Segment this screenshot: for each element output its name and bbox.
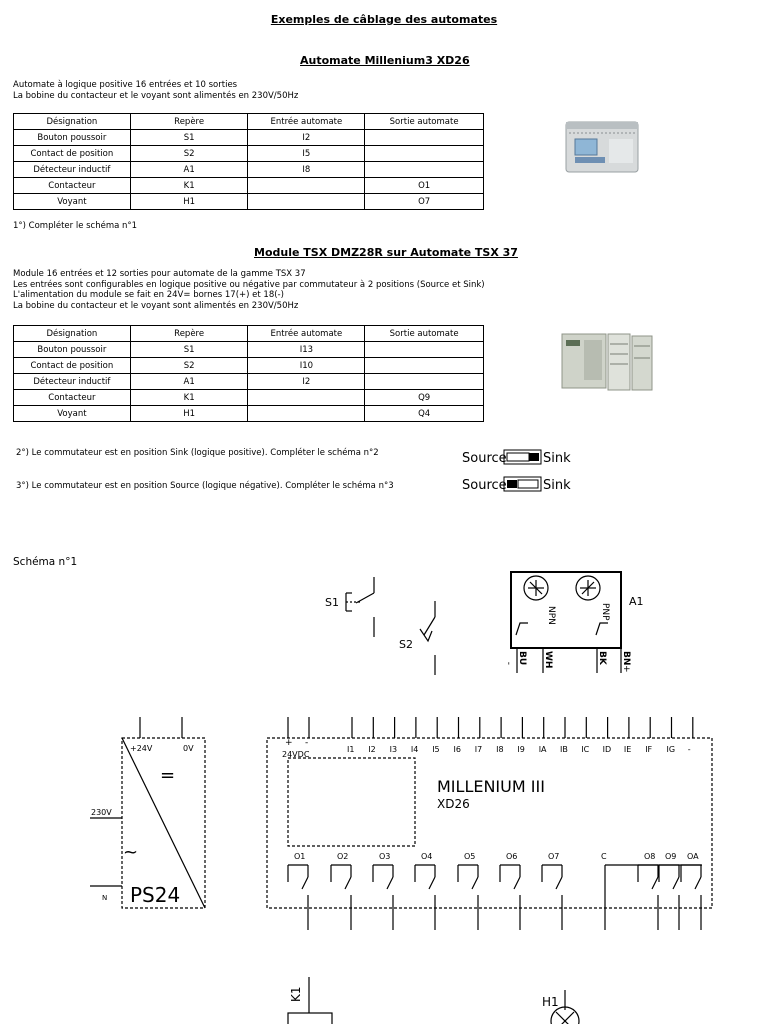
section2-description: Module 16 entrées et 12 sorties pour automate de la gamme TSX 37 Les entrées sont configurables en logique positive ou négative par commutateur à 2 positions (Source et Sink) L'alimentation du module se fait en 24V= bornes 17(+) et 18(-) La bobine du contacteur et le voyant sont alimentés en 230V/50Hz [13,269,485,311]
output-terminal-label: O6 [506,852,518,861]
cell: Détecteur inductif [14,162,131,178]
cell [365,162,484,178]
switch-source-label-2: Source [462,478,507,493]
output-contact [458,865,478,930]
cell: O1 [365,178,484,194]
input-terminal-label: IA [538,745,547,754]
question-2: 2°) Le commutateur est en position Sink (logique positive). Compléter le schéma n°2 [16,448,379,458]
cell [365,358,484,374]
cell: Détecteur inductif [14,374,131,390]
tsx-photo [560,330,654,394]
table-row [14,390,484,406]
input-terminal-label: IG [666,745,676,754]
cell: I5 [248,146,365,162]
cell [248,406,365,422]
table-row [14,358,484,374]
input-terminal-label: I9 [517,745,525,754]
output-contact [331,865,351,930]
millenium-photo [563,117,641,177]
output-contact [288,865,308,930]
cell: Contacteur [14,390,131,406]
output-terminal-label: C [601,852,607,861]
terminal-wh: WH [543,651,553,669]
plc-supply-plus: + [285,738,293,748]
cell [365,146,484,162]
schema-title: Schéma n°1 [13,556,78,568]
cell: K1 [130,178,248,194]
input-terminal-label: I7 [474,745,483,754]
input-terminal-label: I4 [410,745,419,754]
k1-label: K1 [289,986,303,1002]
cell [248,194,365,210]
psu-plus-label: +24V [130,744,153,753]
output-contact [500,865,520,930]
output-terminal-label: O4 [421,852,433,861]
cell: H1 [130,194,248,210]
input-terminal-label: IE [623,745,632,754]
cell [365,130,484,146]
table-row [14,406,484,422]
output-terminal-label: O3 [379,852,391,861]
section2-title: Module TSX DMZ28R sur Automate TSX 37 [254,246,518,259]
sensor-minus: - [504,661,514,665]
s1-pushbutton [346,577,374,637]
output-contact [681,865,701,930]
output-terminal-label: O2 [337,852,349,861]
cell [248,178,365,194]
cell: I8 [248,162,365,178]
cell: I10 [248,358,365,374]
input-terminal-label: - [687,745,691,754]
s2-position-contact [420,601,435,675]
table-row [14,342,484,358]
table-header-row [14,326,484,342]
terminal-bu: BU [517,651,527,666]
cell: Bouton poussoir [14,342,131,358]
col-sortie: Sortie automate [365,114,484,130]
cell [365,342,484,358]
output-terminal-label: O8 [644,852,656,861]
s2-label: S2 [399,638,413,651]
cell: Q9 [365,390,484,406]
table-tsx [13,325,484,422]
psu-ac-label: 230V [91,808,112,817]
cell: S2 [130,146,248,162]
input-terminal-label: IB [560,745,568,754]
cell: S1 [130,130,248,146]
page-title: Exemples de câblage des automates [270,13,498,26]
cell: H1 [130,406,248,422]
psu-neutral-label: N [102,894,108,902]
output-contact [659,865,679,930]
h1-label: H1 [542,995,559,1009]
output-terminal-label: O9 [665,852,677,861]
plc-name: MILLENIUM III [437,777,545,796]
table-row [14,374,484,390]
output-contact [373,865,393,930]
table-row [14,178,484,194]
input-terminal-label: ID [602,745,612,754]
npn-label: NPN [546,606,556,625]
switch-sink-label: Sink [543,451,571,466]
psu-name: PS24 [130,883,181,907]
cell [248,390,365,406]
s1-label: S1 [325,596,339,609]
input-terminal-label: I3 [389,745,398,754]
table-row [14,130,484,146]
output-terminal-label: O5 [464,852,476,861]
pnp-label: PNP [600,603,610,621]
section1-description: Automate à logique positive 16 entrées et 10 sorties La bobine du contacteur et le voyant sont alimentés en 230V/50Hz [13,80,299,101]
table-row [14,146,484,162]
question-3: 3°) Le commutateur est en position Source (logique négative). Compléter le schéma n°3 [16,481,394,491]
cell: O7 [365,194,484,210]
switch-sink-label-2: Sink [543,478,571,493]
col-entree: Entrée automate [248,326,365,342]
cell: K1 [130,390,248,406]
output-terminal-label: OA [687,852,699,861]
input-terminal-label: I1 [347,745,355,754]
psu-dc-symbol: = [160,765,176,786]
cell [365,374,484,390]
input-terminal-label: IC [581,745,590,754]
a1-label: A1 [629,595,644,608]
output-contact [638,865,658,930]
plc-supply-minus: - [305,738,309,748]
cell: A1 [130,162,248,178]
cell: A1 [130,374,248,390]
table-header-row [14,114,484,130]
output-terminal-label: O1 [294,852,306,861]
cell: Contact de position [14,358,131,374]
input-terminal-label: I2 [368,745,376,754]
cell: S1 [130,342,248,358]
table-row [14,162,484,178]
col-sortie: Sortie automate [365,326,484,342]
col-designation: Désignation [14,326,131,342]
psu-ac-symbol: ~ [123,842,139,863]
output-contact [542,865,562,930]
plc-supply-label: 24VDC [282,750,310,759]
cell: I2 [248,130,365,146]
selector-switches [460,446,580,496]
section1-title: Automate Millenium3 XD26 [300,54,470,67]
wiring-schematic [0,565,768,1024]
cell: Voyant [14,406,131,422]
col-repere: Repère [130,114,248,130]
cell: Bouton poussoir [14,130,131,146]
input-terminal-label: IF [645,745,653,754]
col-repere: Repère [130,326,248,342]
cell: Contact de position [14,146,131,162]
cell: I13 [248,342,365,358]
switch-source-label: Source [462,451,507,466]
input-terminal-label: I6 [453,745,461,754]
psu-zero-label: 0V [183,744,194,753]
col-entree: Entrée automate [248,114,365,130]
output-contact [415,865,435,930]
terminal-bk: BK [597,651,607,665]
sensor-plus: + [621,665,631,673]
cell: Contacteur [14,178,131,194]
cell: I2 [248,374,365,390]
output-terminal-label: O7 [548,852,560,861]
question-1: 1°) Compléter le schéma n°1 [13,221,138,231]
plc-model: XD26 [437,797,470,811]
input-terminal-label: I8 [496,745,504,754]
cell: Q4 [365,406,484,422]
input-terminal-label: I5 [432,745,440,754]
table-row [14,194,484,210]
terminal-bn: BN [621,651,631,666]
col-designation: Désignation [14,114,131,130]
table-millenium [13,113,484,210]
cell: S2 [130,358,248,374]
cell: Voyant [14,194,131,210]
